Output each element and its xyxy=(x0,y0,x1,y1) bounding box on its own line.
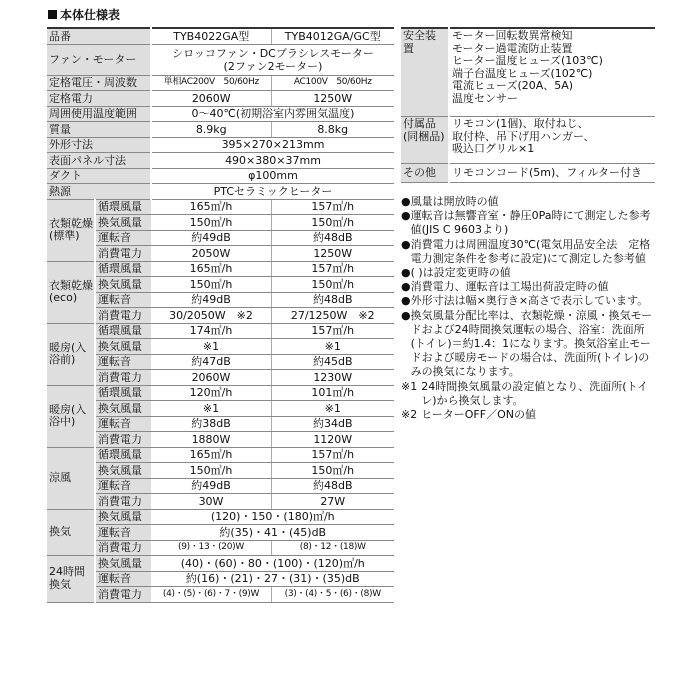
table-row: 換気風量 ※1 ※1 xyxy=(47,401,394,417)
table-row: 付属品(同梱品) リモコン(1個)、取付ねじ、 取付枠、吊下げ用ハンガー、 吸込口グリル×1 xyxy=(401,117,655,164)
note-item: ● 外形寸法は幅×奥行き×高さで表示しています。 xyxy=(401,294,649,308)
table-row: 運転音 約(16)・(21)・27・(31)・(35)dB xyxy=(47,571,394,587)
table-row: 質量 8.9kg 8.8kg xyxy=(47,122,394,138)
table-row: 換気風量 ※1 ※1 xyxy=(47,339,394,355)
table-row: 換気風量 150㎥/h 150㎥/h xyxy=(47,215,394,231)
note-item: ● 消費電力は周囲温度30℃(電気用品安全法 定格電力測定条件を参考に設定)にて測定した参考値 xyxy=(401,237,651,265)
table-row: 暖房(入浴前) 循環風量 174㎥/h 157㎥/h xyxy=(47,323,394,339)
table-row: 周囲使用温度範囲 0～40℃(初期浴室内雰囲気温度) xyxy=(47,106,394,122)
table-row: ダクト φ100mm xyxy=(47,168,394,184)
table-row: 外形寸法 395×270×213mm xyxy=(47,137,394,153)
table-row: その他 リモコンコード(5m)、フィルター付き xyxy=(401,163,655,183)
table-row: 消費電力 (9)・13・(20)W (8)・12・(18)W xyxy=(47,540,394,556)
accessory-list: リモコン(1個)、取付ねじ、 取付枠、吊下げ用ハンガー、 吸込口グリル×1 xyxy=(449,117,655,164)
safety-list: モーター回転数異常検知 モーター過電流防止装置 ヒーター温度ヒューズ(103℃) 端子台温度ヒューズ(102℃) 電流ヒューズ(20A、5A) 温度センサー xyxy=(449,28,655,117)
table-row: 衣類乾燥(標準) 循環風量 165㎥/h 157㎥/h xyxy=(47,199,394,215)
table-row: 消費電力 30W 27W xyxy=(47,494,394,510)
table-row: 運転音 約49dB 約48dB xyxy=(47,478,394,494)
note-item: ● ( )は設定変更時の値 xyxy=(401,266,511,280)
table-row: 換気風量 150㎥/h 150㎥/h xyxy=(47,277,394,293)
note-item: ● 風量は開放時の値 xyxy=(401,195,499,208)
table-row: 消費電力 30/2050W ※2 27/1250W ※2 xyxy=(47,308,394,324)
table-row: 換気 換気風量 (120)・150・(180)㎥/h xyxy=(47,509,394,525)
table-row: 消費電力 (4)・(5)・(6)・7・(9)W (3)・(4)・5・(6)・(8)W xyxy=(47,587,394,603)
note-item: ● 換気風量分配比率は、衣類乾燥・涼風・換気モードおよび24時間換気運転の場合、浴室：洗面所(トイレ)＝約1.4：1になります。換気浴室止モードおよび暖房モードの場合は、洗面所(トイレ)のみの換気になります。 xyxy=(401,308,653,379)
spec-table xyxy=(47,27,394,603)
table-row: 定格電圧・周波数 単相AC200V 50/60Hz AC100V 50/60Hz xyxy=(47,75,394,91)
note-item: ● 消費電力、運転音は工場出荷設定時の値 xyxy=(401,280,609,294)
table-row: 消費電力 2050W 1250W xyxy=(47,246,394,262)
note-item: ※1 24時間換気風量の設定値となり、洗面所(トイレ)から換気します。 xyxy=(401,379,648,407)
square-bullet-icon xyxy=(48,10,57,19)
table-row: 運転音 約49dB 約48dB xyxy=(47,292,394,308)
table-row: 運転音 約49dB 約48dB xyxy=(47,230,394,246)
note-item: ※2 ヒーターOFF／ONの値 xyxy=(401,408,536,422)
table-row: 24時間換気 換気風量 (40)・(60)・80・(100)・(120)㎥/h xyxy=(47,556,394,572)
table-row: 安全装置 モーター回転数異常検知 モーター過電流防止装置 ヒーター温度ヒューズ(103℃) 端子台温度ヒューズ(102℃) 電流ヒューズ(20A、5A) 温度センサー xyxy=(401,28,655,117)
table-row: 消費電力 1880W 1120W xyxy=(47,432,394,448)
table-row: 衣類乾燥(eco) 循環風量 165㎥/h 157㎥/h xyxy=(47,261,394,277)
table-row: 暖房(入浴中) 循環風量 120㎥/h 101㎥/h xyxy=(47,385,394,401)
table-row: 運転音 約38dB 約34dB xyxy=(47,416,394,432)
table-row: 運転音 約47dB 約45dB xyxy=(47,354,394,370)
page-title: 本体仕様表 xyxy=(48,6,120,23)
table-row: 消費電力 2060W 1230W xyxy=(47,370,394,386)
table-row: ファン・モーター シロッコファン・DCブラシレスモーター (2ファン2モーター) xyxy=(47,44,394,75)
table-row: 換気風量 150㎥/h 150㎥/h xyxy=(47,463,394,479)
table-row: 表面パネル寸法 490×380×37mm xyxy=(47,153,394,169)
notes xyxy=(401,195,657,422)
table-row: 運転音 約(35)・41・(45)dB xyxy=(47,525,394,541)
table-row: 定格電力 2060W 1250W xyxy=(47,91,394,107)
side-spec-table xyxy=(401,27,655,183)
table-row: 品番 TYB4022GA型 TYB4012GA/GC型 xyxy=(47,28,394,44)
table-row: 熱源 PTCセラミックヒーター xyxy=(47,184,394,200)
table-row: 涼風 循環風量 165㎥/h 157㎥/h xyxy=(47,447,394,463)
note-item: ● 運転音は無響音室・静圧0Pa時にて測定した参考値(JIS C 9603より) xyxy=(401,209,651,237)
